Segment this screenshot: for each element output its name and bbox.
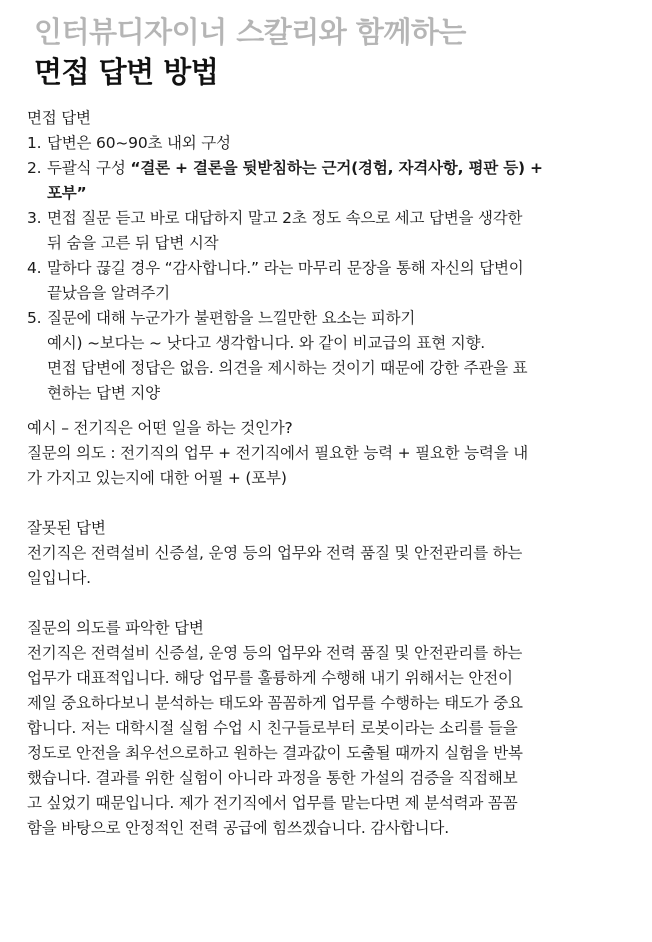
content (27, 106, 615, 841)
list-number: 2. (27, 159, 42, 177)
correct-answer-text: 합니다. 저는 대학시절 실험 수업 시 친구들로부터 로봇이라는 소리를 들을 (27, 719, 518, 737)
correct-answer-text: 정도로 안전을 최우선으로하고 원하는 결과값이 도출될 때까지 실험을 반복 (27, 744, 523, 762)
list-item (27, 131, 615, 156)
correct-answer-text: 업무가 대표적입니다. 해당 업무를 훌륭하게 수행해 내기 위해서는 안전이 (27, 669, 513, 687)
list-number: 4. (27, 259, 42, 277)
list-text: 현하는 답변 지양 (47, 384, 160, 402)
list-text: 말하다 끊길 경우 “감사합니다.” 라는 마무리 문장을 통해 자신의 답변이 (47, 259, 524, 277)
list-text: 뒤 숨을 고른 뒤 답변 시작 (47, 234, 219, 252)
list-text: 예시) ~보다는 ~ 낫다고 생각합니다. 와 같이 비교급의 표현 지향. (47, 334, 485, 352)
correct-answer-heading: 질문의 의도를 파악한 답변 (27, 619, 204, 637)
series-title: 인터뷰디자이너 스칼리와 함께하는 (34, 15, 466, 49)
correct-answer-text: 전기직은 전력설비 신증설, 운영 등의 업무와 전력 품질 및 안전관리를 하는 (27, 644, 523, 662)
list-item (27, 306, 615, 406)
section-heading: 면접 답변 (27, 109, 91, 127)
list-item (27, 156, 615, 206)
list-text: 두괄식 구성 (47, 159, 131, 177)
correct-answer-text: 했습니다. 결과를 위한 실험이 아니라 과정을 통한 가설의 검증을 직접해보 (27, 769, 518, 787)
question-intent: 가 가지고 있는지에 대한 어필 + (포부) (27, 469, 287, 487)
list-text: 질문에 대해 누군가가 불편함을 느낄만한 요소는 피하기 (47, 309, 416, 327)
wrong-answer-text: 전기직은 전력설비 신증설, 운영 등의 업무와 전력 품질 및 안전관리를 하는 (27, 544, 523, 562)
correct-answer-text: 제일 중요하다보니 분석하는 태도와 꼼꼼하게 업무를 수행하는 태도가 중요 (27, 694, 523, 712)
correct-answer-text: 고 싶었기 때문입니다. 제가 전기직에서 업무를 맡는다면 제 분석력과 꼼꼼 (27, 794, 518, 812)
example-question: 예시 – 전기직은 어떤 일을 하는 것인가? (27, 419, 293, 437)
page-title: 면접 답변 방법 (34, 55, 219, 89)
list-text: 답변은 60~90초 내외 구성 (47, 134, 231, 152)
list-number: 1. (27, 134, 42, 152)
list-number: 3. (27, 209, 42, 227)
list-item (27, 206, 615, 256)
list-text-bold: “결론 + 결론을 뒷받침하는 근거(경험, 자격사항, 평판 등) + (130, 159, 543, 177)
list-text: 면접 질문 듣고 바로 대답하지 말고 2초 정도 속으로 세고 답변을 생각한 (47, 209, 523, 227)
correct-answer-text: 함을 바탕으로 안정적인 전력 공급에 힘쓰겠습니다. 감사합니다. (27, 819, 449, 837)
header (34, 12, 466, 92)
list-text: 끝났음을 알려주기 (47, 284, 170, 302)
list-number: 5. (27, 309, 42, 327)
question-intent: 질문의 의도 : 전기직의 업무 + 전기직에서 필요한 능력 + 필요한 능력을 내 (27, 444, 528, 462)
list-text: 면접 답변에 정답은 없음. 의견을 제시하는 것이기 때문에 강한 주관을 표 (47, 359, 528, 377)
wrong-answer-text: 일입니다. (27, 569, 91, 587)
list-item (27, 256, 615, 306)
list-text-bold: 포부” (47, 184, 87, 202)
wrong-answer-heading: 잘못된 답변 (27, 519, 106, 537)
